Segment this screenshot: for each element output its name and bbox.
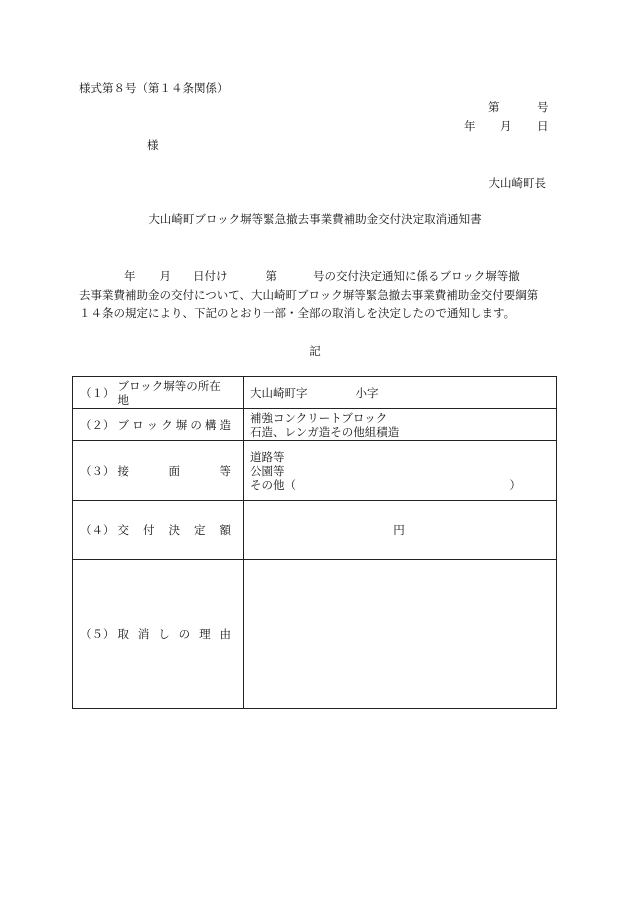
reason-label — [118, 627, 232, 641]
facing-label-cell — [73, 441, 244, 501]
date-month-label: 月 — [500, 119, 512, 133]
structure-option-reinforced-block[interactable]: 補強コンクリートブロック — [250, 410, 388, 425]
form-number: 様式第８号（第１４条関係） — [79, 81, 229, 95]
addressee-suffix: 様 — [147, 138, 159, 152]
amount-label — [118, 523, 232, 537]
label-char: 塀 — [175, 417, 188, 432]
row-number: （５） — [80, 627, 115, 641]
other-open-paren: その他（ — [250, 477, 296, 492]
date-day-label: 日 — [537, 119, 549, 133]
facing-option-road[interactable]: 道路等 — [250, 449, 285, 464]
facing-value-cell[interactable] — [244, 441, 557, 501]
row-number: （１） — [80, 385, 115, 400]
label-char: 理 — [199, 627, 211, 641]
amount-unit-yen: 円 — [393, 523, 405, 537]
body-paragraph — [79, 267, 554, 323]
label-char: ッ — [146, 417, 159, 432]
body-line-1 — [79, 267, 554, 286]
document-title: 大山崎町ブロック塀等緊急撤去事業費補助金交付決定取消通知書 — [148, 212, 482, 226]
facing-label — [118, 464, 232, 478]
body-month-label: 月 — [159, 269, 171, 283]
body-date-label: 日付け — [193, 269, 228, 283]
body-number-prefix: 第 — [265, 269, 277, 283]
location-town: 大山崎町字 — [250, 385, 308, 400]
label-char: 消 — [137, 627, 150, 641]
document-number-prefix: 第 — [488, 100, 500, 114]
amount-label-cell — [73, 501, 244, 560]
ki-heading: 記 — [309, 344, 321, 358]
table-row — [73, 409, 557, 441]
label-char: 構 — [204, 417, 217, 432]
row-number: （３） — [80, 463, 115, 478]
issuer-name: 大山崎町長 — [488, 176, 546, 190]
label-char: の — [178, 627, 191, 641]
label-char: 造 — [219, 417, 231, 432]
row-number: （２） — [80, 417, 115, 432]
date-year-label: 年 — [464, 119, 476, 133]
other-close-paren: ） — [509, 477, 521, 492]
row-number: （４） — [80, 523, 115, 537]
location-koaza: 小字 — [355, 385, 379, 400]
facing-option-other[interactable] — [250, 478, 548, 492]
label-char: ク — [161, 417, 173, 432]
table-row — [73, 501, 557, 560]
reason-label-cell — [73, 560, 244, 709]
label-char: ブ — [117, 417, 129, 432]
label-char: 交 — [117, 523, 129, 537]
document-number-suffix: 号 — [537, 100, 549, 114]
location-label: ブロック塀等の所在地 — [117, 378, 221, 407]
facing-option-park[interactable]: 公園等 — [250, 463, 285, 478]
amount-value-cell[interactable] — [244, 501, 557, 560]
body-line-1-rest: 号の交付決定通知に係るブロック塀等撤 — [313, 269, 520, 283]
location-value-cell[interactable] — [244, 377, 557, 409]
label-char: 接 — [117, 463, 129, 478]
table-row — [73, 441, 557, 501]
structure-option-masonry[interactable]: 石造、レンガ造その他組積造 — [250, 424, 400, 439]
body-line-2: 去事業費補助金の交付について、大山崎町ブロック塀等緊急撤去事業費補助金交付要綱第 — [79, 287, 539, 302]
label-char: 由 — [219, 627, 231, 641]
details-table — [72, 376, 557, 709]
location-label-cell — [73, 377, 244, 409]
table-row — [73, 377, 557, 409]
structure-value-cell[interactable] — [244, 409, 557, 441]
structure-label-cell — [73, 409, 244, 441]
label-char: 等 — [219, 463, 231, 478]
label-char: し — [158, 627, 170, 641]
label-char: 額 — [219, 523, 231, 537]
structure-label — [118, 418, 232, 432]
body-year-label: 年 — [124, 269, 136, 283]
label-char: 決 — [168, 523, 180, 537]
label-char: ロ — [132, 417, 144, 432]
label-char: 定 — [194, 523, 206, 537]
label-char: 面 — [168, 463, 180, 478]
label-char: 付 — [143, 523, 155, 537]
label-char: の — [190, 417, 202, 432]
table-row — [73, 560, 557, 709]
reason-value-cell[interactable] — [244, 560, 557, 709]
label-char: 取 — [117, 627, 129, 641]
body-line-3: １４条の規定により、下記のとおり一部・全部の取消しを決定したので通知します。 — [79, 306, 516, 320]
